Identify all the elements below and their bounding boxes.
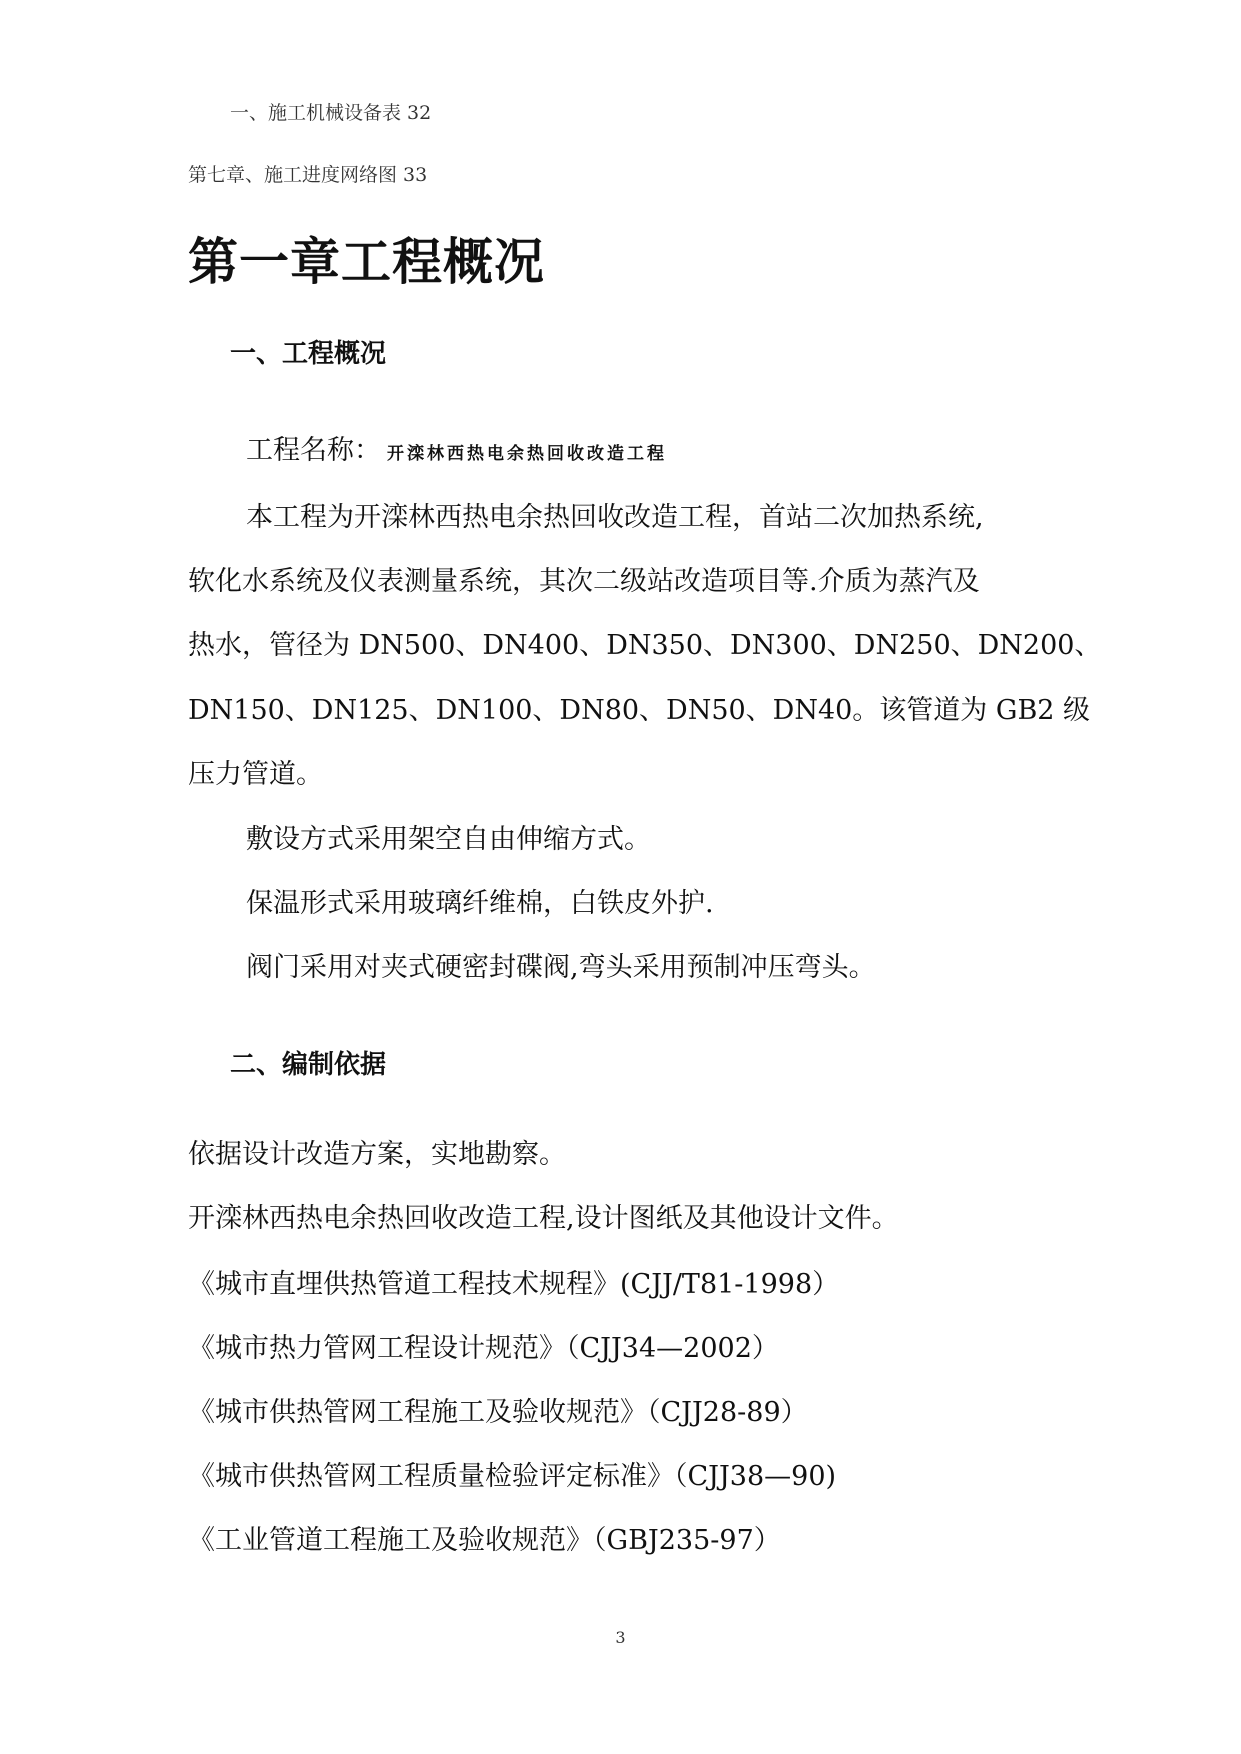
standard-reference: 《城市供热管网工程质量检验评定标准》（CJJ38—90): [188, 1461, 837, 1492]
paragraph-line: 软化水系统及仪表测量系统，其次二级站改造项目等.介质为蒸汽及: [188, 566, 980, 597]
paragraph-line: 压力管道。: [188, 759, 323, 790]
standard-reference: 《城市热力管网工程设计规范》（CJJ34—2002）: [188, 1333, 779, 1364]
standard-reference: 《城市供热管网工程施工及验收规范》（CJJ28-89）: [188, 1397, 808, 1428]
project-name-label: 工程名称：: [246, 435, 381, 466]
paragraph-line: 热水，管径为 DN500、DN400、DN350、DN300、DN250、DN200、: [188, 630, 1102, 661]
laying-method-text: 敷设方式采用架空自由伸缩方式。: [246, 824, 651, 855]
toc-entry-equipment-table: 一、施工机械设备表 32: [230, 102, 432, 124]
valve-text: 阀门采用对夹式硬密封碟阀,弯头采用预制冲压弯头。: [246, 952, 876, 983]
section-title-overview: 一、工程概况: [230, 339, 387, 369]
standard-reference: 《城市直埋供热管道工程技术规程》(CJJ/T81-1998）: [188, 1269, 840, 1300]
page-number: 3: [615, 1628, 626, 1647]
section-title-basis: 二、编制依据: [230, 1050, 387, 1080]
chapter-title: 第一章工程概况: [188, 233, 545, 291]
standard-reference: 《工业管道工程施工及验收规范》（GBJ235-97）: [188, 1525, 781, 1556]
insulation-text: 保温形式采用玻璃纤维棉，白铁皮外护.: [246, 888, 714, 919]
project-name-row: [246, 428, 667, 467]
paragraph-line: DN150、DN125、DN100、DN80、DN50、DN40。该管道为 GB2 级: [188, 695, 1091, 726]
basis-line: 依据设计改造方案，实地勘察。: [188, 1139, 566, 1170]
project-name-value: 开滦林西热电余热回收改造工程: [387, 444, 667, 464]
basis-line: 开滦林西热电余热回收改造工程,设计图纸及其他设计文件。: [188, 1203, 899, 1234]
paragraph-line: 本工程为开滦林西热电余热回收改造工程，首站二次加热系统,: [246, 502, 984, 533]
toc-entry-chapter-seven: 第七章、施工进度网络图 33: [188, 164, 428, 186]
